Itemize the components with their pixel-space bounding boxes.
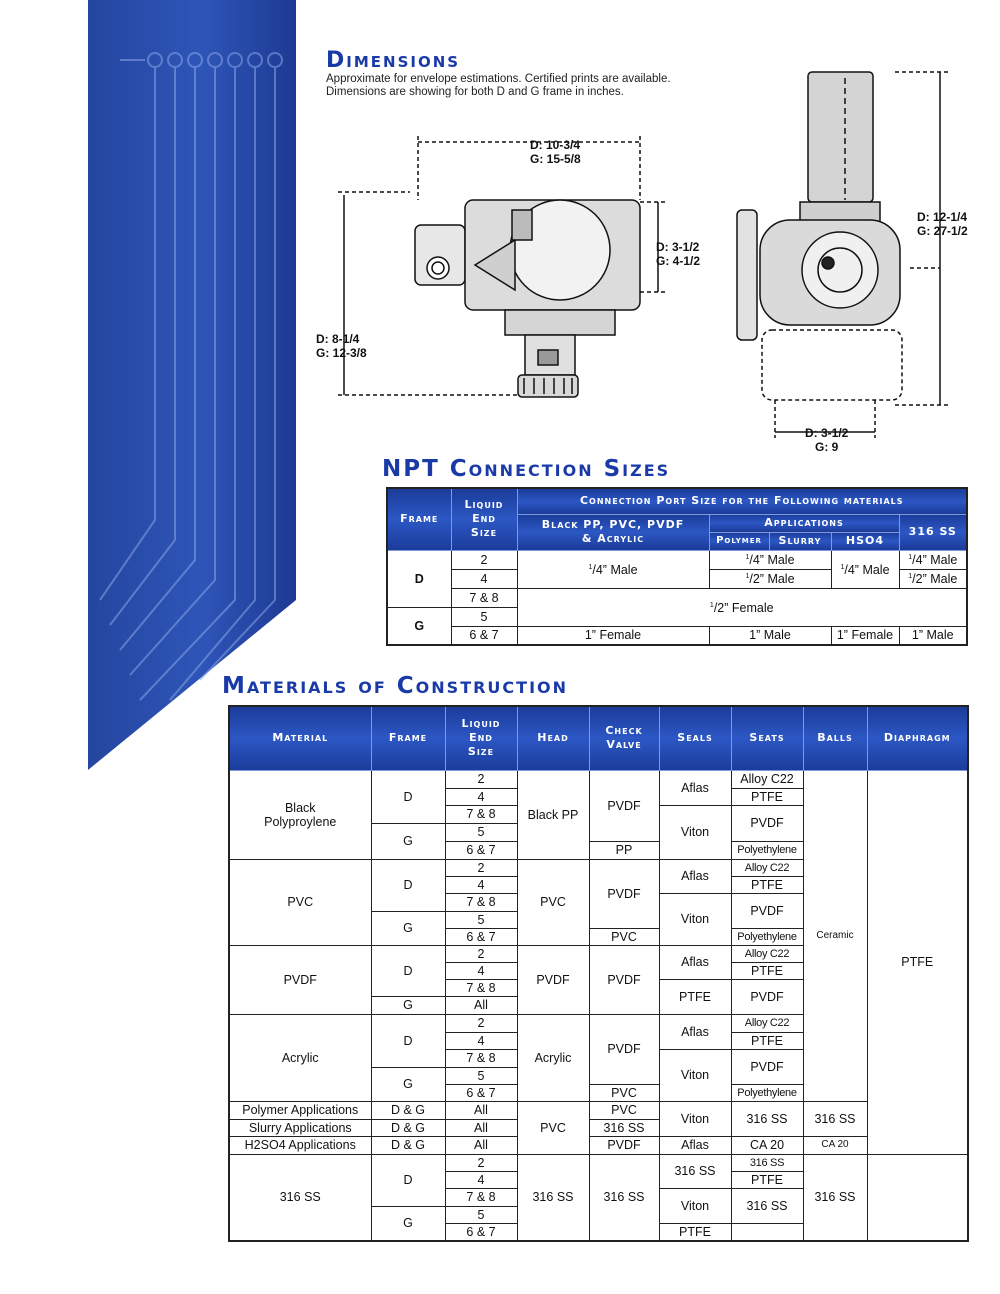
moc-head: Black PP: [517, 770, 589, 859]
dimensions-desc-line-1: Approximate for envelope estimations. Certified prints are available.: [326, 73, 671, 85]
moc-seal: Viton: [659, 1188, 731, 1223]
moc-ball: 316 SS: [803, 1154, 867, 1241]
moc-seat: 316 SS: [731, 1101, 803, 1136]
dimension-label-side-width: [805, 426, 848, 454]
frac-num: 1: [588, 563, 593, 571]
moc-check: PVDF: [589, 1014, 659, 1084]
moc-head: PVDF: [517, 945, 589, 1014]
moc-header-liquid-line-1: Liquid: [461, 717, 501, 731]
width-g: G: 15-5/8: [530, 152, 581, 166]
frac-den: /2: [912, 572, 923, 587]
moc-seal: Viton: [659, 893, 731, 945]
frac-den: /2: [749, 572, 760, 587]
moc-seal: Viton: [659, 1101, 731, 1136]
frac-den: /2: [713, 601, 725, 616]
moc-size: All: [445, 1101, 517, 1119]
frac-num: 1: [709, 601, 714, 609]
moc-seat: Polyethylene: [731, 1084, 803, 1101]
npt-title: NPT Connection Sizes: [382, 456, 671, 482]
moc-seal: Viton: [659, 805, 731, 859]
moc-check: PVC: [589, 1084, 659, 1101]
dimension-label-width: [530, 138, 581, 166]
npt-ss-quarter: $^1$/4” Male: [899, 550, 967, 569]
frac-num: 1: [745, 573, 750, 581]
moc-header-material: Material: [229, 706, 371, 770]
frac-num: 1: [840, 563, 845, 571]
moc-size: 5: [445, 1067, 517, 1084]
moc-material-slurry: Slurry Applications: [229, 1119, 371, 1136]
npt-size: 5: [451, 607, 517, 626]
moc-material-pvc: PVC: [229, 859, 371, 945]
moc-material-316ss: 316 SS: [229, 1154, 371, 1241]
moc-check: 316 SS: [589, 1119, 659, 1136]
npt-quarter-male: $^1$/4” Male: [517, 550, 709, 588]
moc-frame: G: [371, 823, 445, 859]
npt-size: 4: [451, 569, 517, 588]
moc-seat: PTFE: [731, 876, 803, 893]
moc-head: Acrylic: [517, 1014, 589, 1101]
moc-seat: 316 SS: [731, 1188, 803, 1223]
moc-size: All: [445, 996, 517, 1014]
moc-check: PVDF: [589, 770, 659, 841]
npt-one-male-ss: 1” Male: [899, 626, 967, 645]
npt-frame-d: D: [387, 550, 451, 607]
dimension-label-side-height: [917, 210, 968, 238]
moc-head: 316 SS: [517, 1154, 589, 1241]
npt-one-female-hso4: 1” Female: [831, 626, 899, 645]
moc-check: 316 SS: [589, 1154, 659, 1241]
moc-seat: PTFE: [731, 788, 803, 805]
moc-size: 4: [445, 788, 517, 805]
moc-check: PVC: [589, 928, 659, 945]
moc-frame: G: [371, 1067, 445, 1101]
moc-seat: Alloy C22: [731, 1014, 803, 1032]
moc-check: PP: [589, 841, 659, 859]
npt-ss-half: $^1$/2” Male: [899, 569, 967, 588]
moc-frame: D: [371, 859, 445, 911]
moc-seat: CA 20: [731, 1136, 803, 1154]
moc-size: 2: [445, 770, 517, 788]
npt-header-black-line-2: & Acrylic: [581, 532, 645, 545]
moc-size: 7 & 8: [445, 979, 517, 996]
npt-one-female: 1” Female: [517, 626, 709, 645]
moc-seat: Alloy C22: [731, 770, 803, 788]
npt-male-label: Male: [767, 572, 795, 587]
npt-hso4-quarter: $^1$/4” Male: [831, 550, 899, 588]
moc-size: 5: [445, 911, 517, 928]
moc-material-black-pp-text: Black Polyproylene: [264, 800, 337, 829]
moc-size: 4: [445, 962, 517, 979]
moc-seat: PVDF: [731, 805, 803, 841]
moc-frame: G: [371, 911, 445, 945]
moc-size: 7 & 8: [445, 1049, 517, 1067]
moc-material-acrylic: Acrylic: [229, 1014, 371, 1101]
npt-female-label: Female: [731, 601, 774, 616]
moc-header-liquid-line-2: End: [469, 731, 493, 745]
moc-size: 4: [445, 1032, 517, 1049]
moc-diaphragm-blank: [867, 1154, 968, 1241]
moc-material-pvdf: PVDF: [229, 945, 371, 1014]
moc-frame: D: [371, 945, 445, 996]
moc-seal: Aflas: [659, 1136, 731, 1154]
moc-seat: PTFE: [731, 962, 803, 979]
width-d: D: 10-3/4: [530, 138, 581, 152]
frac-den: /4: [749, 553, 760, 568]
npt-header-liquid-line-3: Size: [470, 526, 498, 540]
moc-head: PVC: [517, 859, 589, 945]
moc-header-balls: Balls: [803, 706, 867, 770]
moc-seat: Alloy C22: [731, 945, 803, 962]
npt-header-frame: Frame: [387, 488, 451, 550]
side-width-d: D: 3-1/2: [805, 426, 849, 440]
moc-header-liquid-end-size: [445, 706, 517, 770]
moc-head: PVC: [517, 1101, 589, 1154]
npt-frame-g: G: [387, 607, 451, 645]
frac-den: /4: [592, 563, 603, 578]
npt-header-liquid-line-1: Liquid: [464, 498, 504, 512]
moc-frame: D: [371, 1154, 445, 1206]
moc-seat: 316 SS: [731, 1154, 803, 1171]
side-height-d: D: 12-1/4: [917, 210, 968, 224]
head-d: D: 3-1/2: [656, 240, 700, 254]
moc-size: 2: [445, 945, 517, 962]
dimensions-desc-line-2: Dimensions are showing for both D and G frame in inches.: [326, 86, 624, 98]
moc-size: 5: [445, 1206, 517, 1223]
moc-seat: Alloy C22: [731, 859, 803, 876]
moc-seal: 316 SS: [659, 1154, 731, 1188]
npt-header-black-line-1: Black PP, PVC, PVDF: [541, 518, 685, 531]
moc-frame: D: [371, 1014, 445, 1067]
npt-header-black-pp: [517, 514, 709, 550]
moc-size: 6 & 7: [445, 928, 517, 945]
moc-size: 5: [445, 823, 517, 841]
side-width-g: G: 9: [815, 440, 839, 454]
moc-header-seals: Seals: [659, 706, 731, 770]
npt-male-label: Male: [930, 572, 958, 587]
npt-header-liquid-end-size: [451, 488, 517, 550]
moc-size: All: [445, 1136, 517, 1154]
moc-header-diaphragm: Diaphragm: [867, 706, 968, 770]
moc-frame: G: [371, 996, 445, 1014]
npt-polymer-slurry-half: $^1$/2” Male: [709, 569, 831, 588]
moc-header-check-line-1: Check: [605, 724, 643, 738]
frac-num: 1: [908, 573, 913, 581]
npt-header-connection: Connection Port Size for the Following materials: [517, 488, 967, 514]
moc-check: PVDF: [589, 945, 659, 1014]
npt-one-male-ps: 1” Male: [709, 626, 831, 645]
moc-seat: PTFE: [731, 1171, 803, 1188]
npt-half-female: $^1$/2” Female: [517, 588, 967, 626]
moc-header-check-valve: [589, 706, 659, 770]
pump-drawing: [300, 60, 1000, 460]
moc-size: 7 & 8: [445, 1188, 517, 1206]
moc-seat: Polyethylene: [731, 841, 803, 859]
npt-header-polymer: Polymer: [709, 532, 769, 550]
dimension-label-height: [316, 332, 367, 360]
moc-seal: PTFE: [659, 1223, 731, 1241]
dimension-label-head: [656, 240, 700, 268]
moc-frame: G: [371, 1206, 445, 1241]
npt-male-label: Male: [767, 553, 795, 568]
moc-frame: D & G: [371, 1101, 445, 1119]
moc-seat-blank: [731, 1223, 803, 1241]
npt-size: 7 & 8: [451, 588, 517, 607]
moc-check: PVDF: [589, 1136, 659, 1154]
npt-male-label: Male: [610, 563, 638, 578]
moc-size: All: [445, 1119, 517, 1136]
moc-seat: PVDF: [731, 979, 803, 1014]
moc-seal: PTFE: [659, 979, 731, 1014]
moc-header-head: Head: [517, 706, 589, 770]
moc-size: 7 & 8: [445, 805, 517, 823]
moc-seal: Aflas: [659, 1014, 731, 1049]
moc-size: 7 & 8: [445, 893, 517, 911]
frac-den: /4: [844, 563, 855, 578]
npt-header-316ss: 316 SS: [899, 514, 967, 550]
side-height-g: G: 27-1/2: [917, 224, 968, 238]
moc-header-frame: Frame: [371, 706, 445, 770]
moc-size: 2: [445, 1014, 517, 1032]
moc-seat: PVDF: [731, 893, 803, 928]
npt-male-label: Male: [930, 553, 958, 568]
moc-size: 6 & 7: [445, 1084, 517, 1101]
moc-frame: D & G: [371, 1119, 445, 1136]
moc-seat: PTFE: [731, 1032, 803, 1049]
frac-den: /4: [912, 553, 923, 568]
moc-header-seats: Seats: [731, 706, 803, 770]
npt-polymer-slurry-quarter: $^1$/4” Male: [709, 550, 831, 569]
moc-check: PVDF: [589, 859, 659, 928]
dimensions-title: Dimensions: [326, 48, 461, 73]
moc-frame: D: [371, 770, 445, 823]
moc-diaphragm-ptfe: PTFE: [867, 770, 968, 1154]
npt-table: [386, 487, 968, 646]
moc-material-h2so4: H2SO4 Applications: [229, 1136, 371, 1154]
moc-size: 6 & 7: [445, 1223, 517, 1241]
npt-header-slurry: Slurry: [769, 532, 831, 550]
moc-title: Materials of Construction: [222, 673, 569, 699]
moc-material-black-pp: [229, 770, 371, 859]
npt-header-applications: Applications: [709, 514, 899, 532]
frac-num: 1: [908, 554, 913, 562]
moc-size: 2: [445, 1154, 517, 1171]
moc-ball: 316 SS: [803, 1101, 867, 1136]
moc-seal: Aflas: [659, 770, 731, 805]
npt-size: 6 & 7: [451, 626, 517, 645]
moc-size: 2: [445, 859, 517, 876]
moc-seat: Polyethylene: [731, 928, 803, 945]
moc-seal: Viton: [659, 1049, 731, 1101]
npt-male-label: Male: [862, 563, 890, 578]
pump-dimension-diagram: [300, 60, 1000, 460]
moc-size: 6 & 7: [445, 841, 517, 859]
moc-check: PVC: [589, 1101, 659, 1119]
npt-size: 2: [451, 550, 517, 569]
height-g: G: 12-3/8: [316, 346, 367, 360]
moc-seat: PVDF: [731, 1049, 803, 1084]
moc-seal: Aflas: [659, 859, 731, 893]
moc-ball: CA 20: [803, 1136, 867, 1154]
npt-header-hso4: HSO4: [831, 532, 899, 550]
moc-table: [228, 705, 969, 1242]
npt-header-liquid-line-2: End: [472, 512, 496, 526]
height-d: D: 8-1/4: [316, 332, 360, 346]
moc-header-liquid-line-3: Size: [467, 745, 495, 759]
moc-size: 4: [445, 1171, 517, 1188]
head-g: G: 4-1/2: [656, 254, 701, 268]
moc-balls-ceramic: Ceramic: [803, 770, 867, 1101]
moc-size: 4: [445, 876, 517, 893]
moc-seal: Aflas: [659, 945, 731, 979]
frac-num: 1: [745, 554, 750, 562]
moc-frame: D & G: [371, 1136, 445, 1154]
moc-material-polymer: Polymer Applications: [229, 1101, 371, 1119]
moc-header-check-line-2: Valve: [606, 738, 642, 752]
